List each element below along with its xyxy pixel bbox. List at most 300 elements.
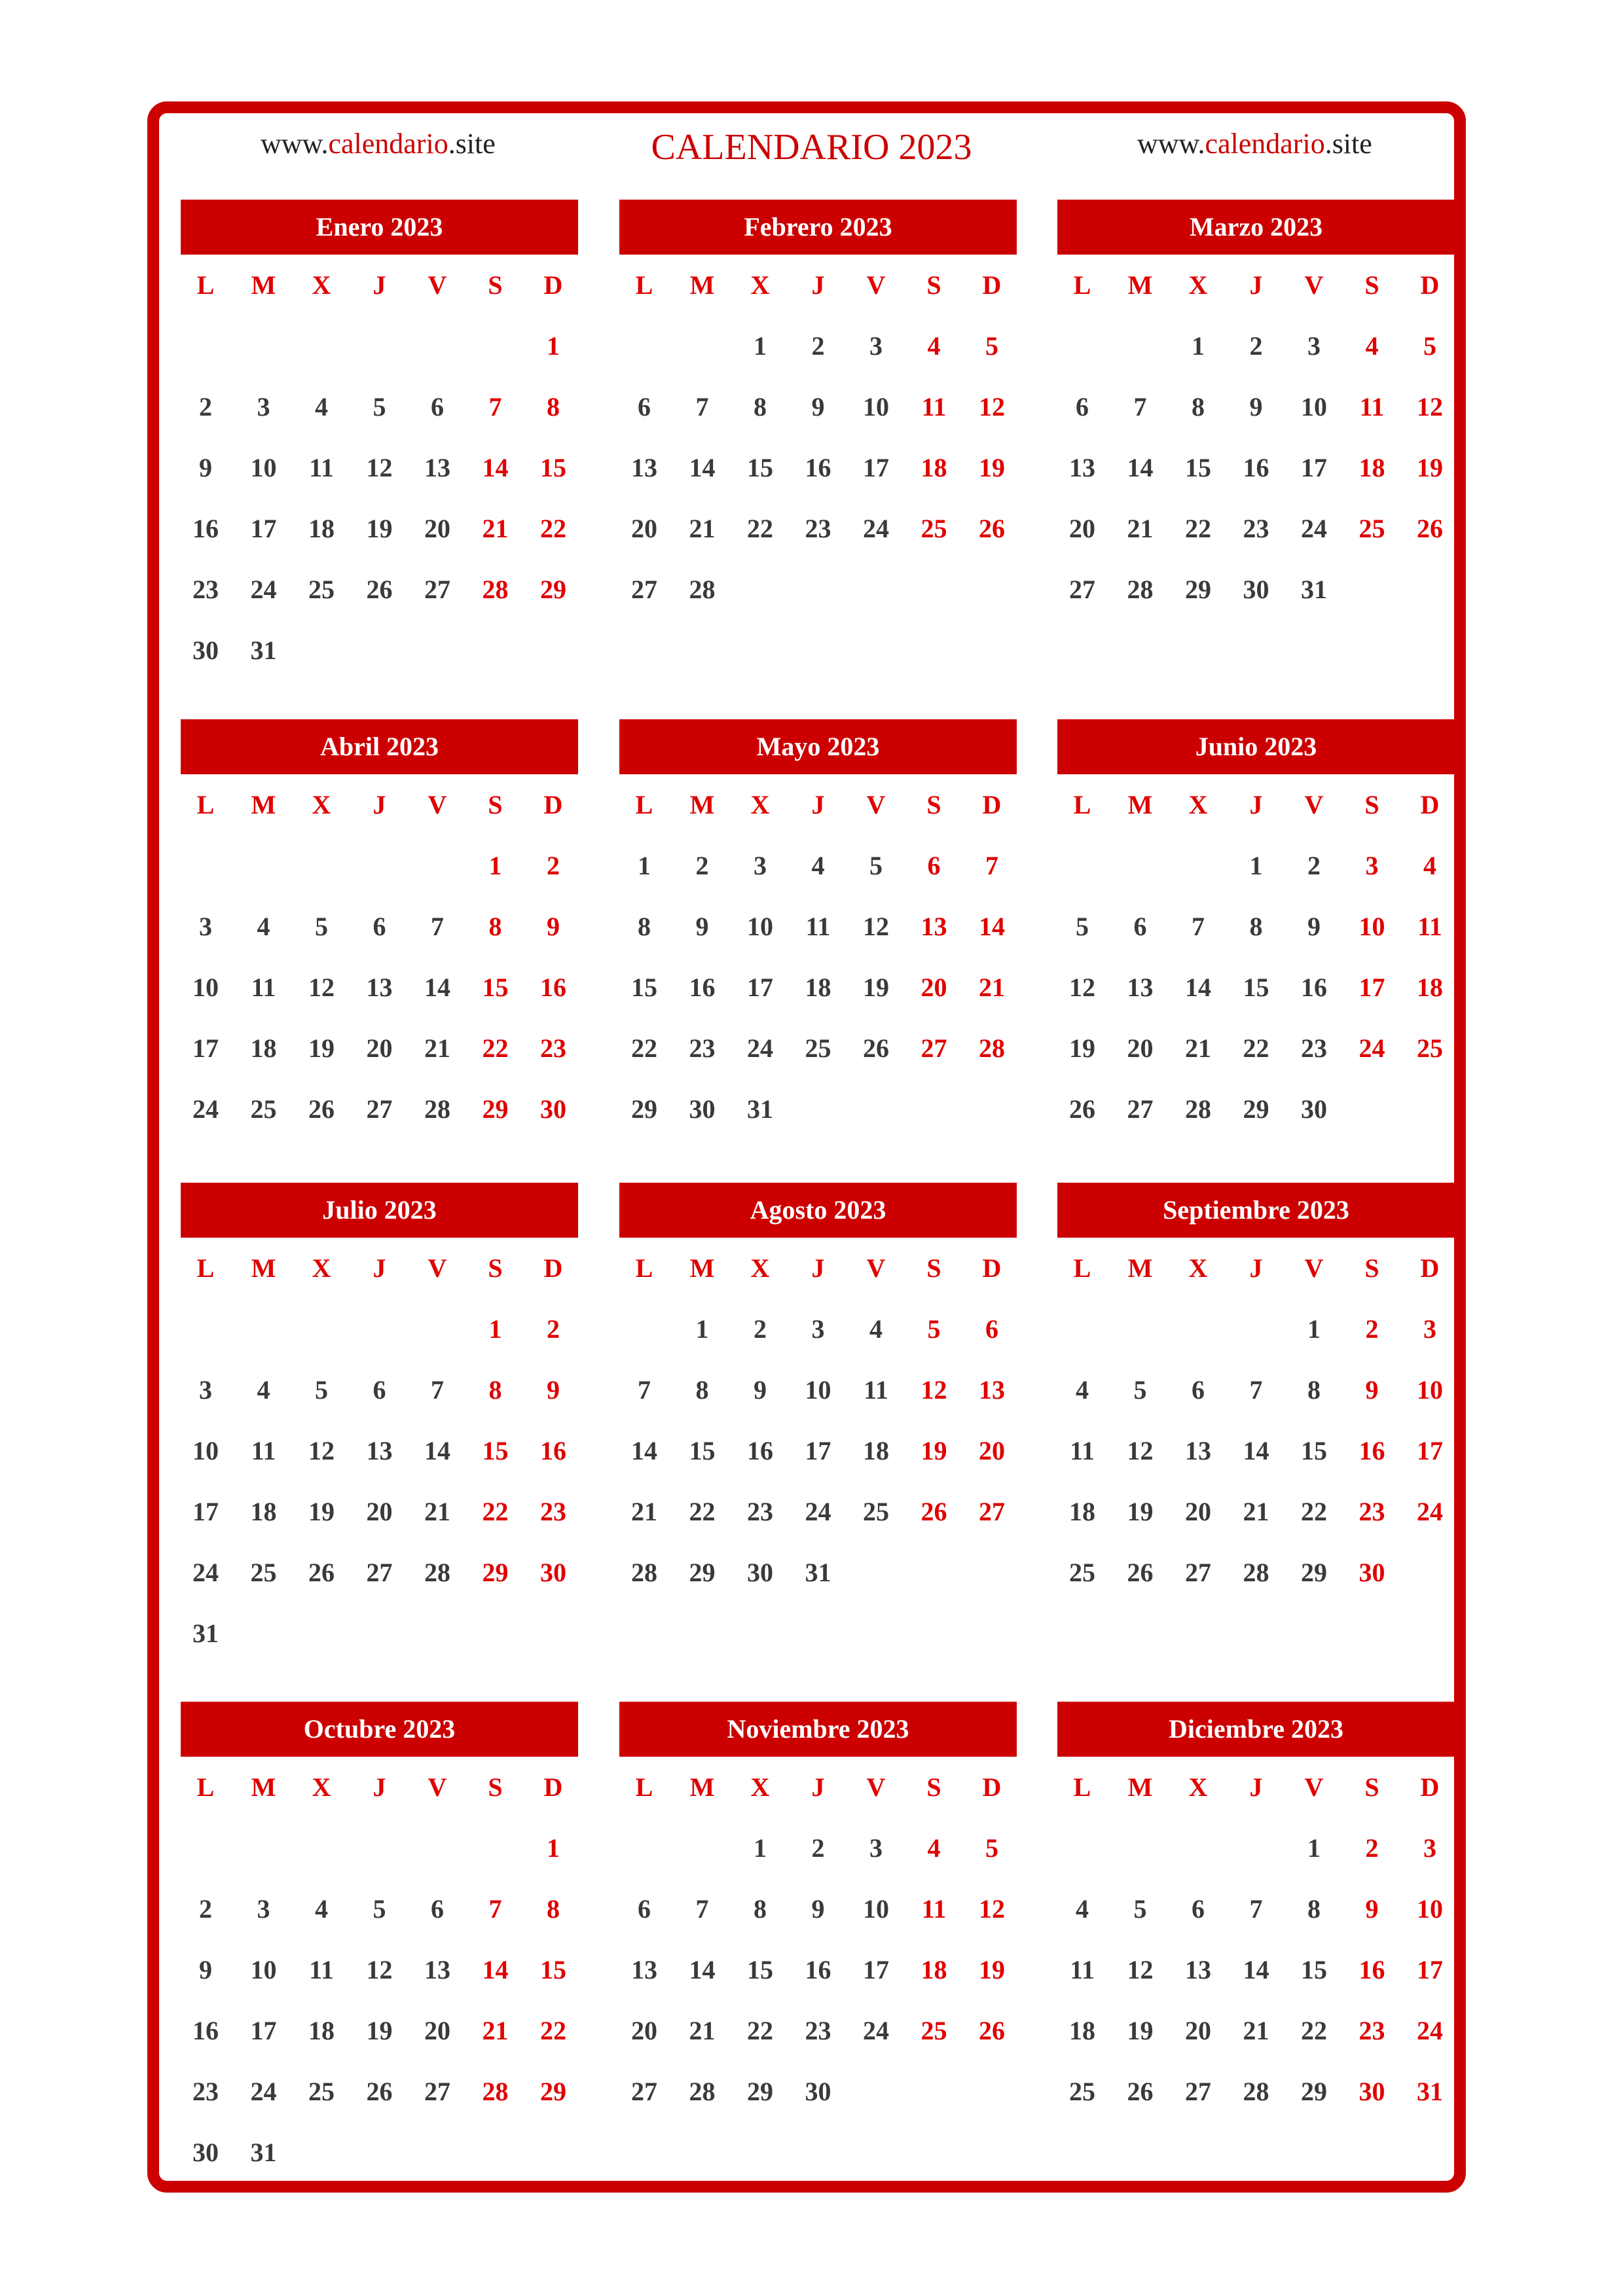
day-cell[interactable]: 21 xyxy=(979,973,1005,1002)
day-cell[interactable]: 29 xyxy=(482,1558,509,1587)
day-cell[interactable]: 27 xyxy=(1185,2077,1211,2106)
day-cell[interactable]: 27 xyxy=(979,1497,1005,1526)
day-cell[interactable]: 19 xyxy=(366,514,393,543)
day-cell[interactable]: 26 xyxy=(1127,2077,1154,2106)
day-cell[interactable]: 8 xyxy=(1307,1894,1321,1924)
day-cell[interactable]: 26 xyxy=(1069,1094,1095,1124)
day-cell[interactable]: 22 xyxy=(482,1497,509,1526)
day-cell[interactable]: 3 xyxy=(869,331,883,361)
day-cell[interactable]: 18 xyxy=(805,973,831,1002)
day-cell[interactable]: 13 xyxy=(1185,1436,1211,1465)
day-cell[interactable]: 4 xyxy=(927,331,941,361)
day-cell[interactable]: 29 xyxy=(482,1094,509,1124)
day-cell[interactable]: 9 xyxy=(547,1375,560,1405)
day-cell[interactable]: 10 xyxy=(863,1894,889,1924)
day-cell[interactable]: 30 xyxy=(1359,1558,1385,1587)
day-cell[interactable]: 8 xyxy=(547,392,560,422)
day-cell[interactable]: 2 xyxy=(547,851,560,880)
day-cell[interactable]: 1 xyxy=(638,851,651,880)
day-cell[interactable]: 10 xyxy=(192,973,219,1002)
day-cell[interactable]: 24 xyxy=(805,1497,831,1526)
day-cell[interactable]: 2 xyxy=(199,392,212,422)
day-cell[interactable]: 12 xyxy=(308,1436,335,1465)
day-cell[interactable]: 4 xyxy=(1423,851,1436,880)
day-cell[interactable]: 6 xyxy=(1192,1894,1205,1924)
day-cell[interactable]: 27 xyxy=(1127,1094,1154,1124)
day-cell[interactable]: 24 xyxy=(863,514,889,543)
day-cell[interactable]: 23 xyxy=(805,2016,831,2045)
day-cell[interactable]: 6 xyxy=(373,1375,386,1405)
day-cell[interactable]: 21 xyxy=(424,1033,450,1063)
day-cell[interactable]: 25 xyxy=(863,1497,889,1526)
day-cell[interactable]: 24 xyxy=(1417,2016,1443,2045)
day-cell[interactable]: 15 xyxy=(540,1955,566,1984)
day-cell[interactable]: 19 xyxy=(308,1033,335,1063)
day-cell[interactable]: 12 xyxy=(921,1375,947,1405)
day-cell[interactable]: 14 xyxy=(482,1955,509,1984)
day-cell[interactable]: 13 xyxy=(979,1375,1005,1405)
day-cell[interactable]: 4 xyxy=(869,1314,883,1344)
day-cell[interactable]: 27 xyxy=(366,1094,393,1124)
day-cell[interactable]: 7 xyxy=(638,1375,651,1405)
day-cell[interactable]: 4 xyxy=(257,1375,270,1405)
day-cell[interactable]: 7 xyxy=(1249,1894,1263,1924)
day-cell[interactable]: 4 xyxy=(927,1833,941,1863)
day-cell[interactable]: 10 xyxy=(747,912,773,941)
day-cell[interactable]: 5 xyxy=(315,1375,328,1405)
day-cell[interactable]: 13 xyxy=(1127,973,1154,1002)
day-cell[interactable]: 12 xyxy=(366,1955,393,1984)
day-cell[interactable]: 24 xyxy=(863,2016,889,2045)
day-cell[interactable]: 28 xyxy=(1127,575,1154,604)
day-cell[interactable]: 10 xyxy=(250,1955,277,1984)
day-cell[interactable]: 16 xyxy=(805,1955,831,1984)
day-cell[interactable]: 27 xyxy=(424,2077,450,2106)
day-cell[interactable]: 15 xyxy=(1185,453,1211,482)
day-cell[interactable]: 21 xyxy=(1243,1497,1269,1526)
day-cell[interactable]: 22 xyxy=(631,1033,657,1063)
day-cell[interactable]: 7 xyxy=(488,392,502,422)
day-cell[interactable]: 5 xyxy=(373,1894,386,1924)
day-cell[interactable]: 15 xyxy=(689,1436,716,1465)
day-cell[interactable]: 11 xyxy=(1359,392,1385,422)
day-cell[interactable]: 26 xyxy=(308,1094,335,1124)
day-cell[interactable]: 1 xyxy=(754,1833,767,1863)
day-cell[interactable]: 5 xyxy=(315,912,328,941)
day-cell[interactable]: 7 xyxy=(1249,1375,1263,1405)
day-cell[interactable]: 19 xyxy=(1417,453,1443,482)
day-cell[interactable]: 30 xyxy=(689,1094,716,1124)
day-cell[interactable]: 23 xyxy=(1359,2016,1385,2045)
day-cell[interactable]: 16 xyxy=(805,453,831,482)
day-cell[interactable]: 2 xyxy=(811,1833,825,1863)
day-cell[interactable]: 20 xyxy=(1185,2016,1211,2045)
day-cell[interactable]: 6 xyxy=(1192,1375,1205,1405)
day-cell[interactable]: 2 xyxy=(547,1314,560,1344)
day-cell[interactable]: 16 xyxy=(192,2016,219,2045)
day-cell[interactable]: 15 xyxy=(482,973,509,1002)
day-cell[interactable]: 22 xyxy=(540,514,566,543)
day-cell[interactable]: 23 xyxy=(192,575,219,604)
day-cell[interactable]: 17 xyxy=(863,453,889,482)
day-cell[interactable]: 15 xyxy=(1301,1436,1327,1465)
day-cell[interactable]: 19 xyxy=(979,453,1005,482)
day-cell[interactable]: 6 xyxy=(1076,392,1089,422)
day-cell[interactable]: 3 xyxy=(1423,1833,1436,1863)
day-cell[interactable]: 11 xyxy=(864,1375,888,1405)
day-cell[interactable]: 1 xyxy=(547,331,560,361)
day-cell[interactable]: 9 xyxy=(1307,912,1321,941)
day-cell[interactable]: 1 xyxy=(1249,851,1263,880)
day-cell[interactable]: 11 xyxy=(251,973,276,1002)
day-cell[interactable]: 28 xyxy=(424,1558,450,1587)
day-cell[interactable]: 30 xyxy=(1359,2077,1385,2106)
day-cell[interactable]: 5 xyxy=(1076,912,1089,941)
day-cell[interactable]: 3 xyxy=(754,851,767,880)
day-cell[interactable]: 29 xyxy=(1185,575,1211,604)
day-cell[interactable]: 17 xyxy=(1301,453,1327,482)
day-cell[interactable]: 22 xyxy=(689,1497,716,1526)
day-cell[interactable]: 26 xyxy=(1417,514,1443,543)
day-cell[interactable]: 18 xyxy=(250,1497,277,1526)
day-cell[interactable]: 21 xyxy=(1185,1033,1211,1063)
day-cell[interactable]: 23 xyxy=(540,1033,566,1063)
day-cell[interactable]: 24 xyxy=(250,2077,277,2106)
day-cell[interactable]: 19 xyxy=(979,1955,1005,1984)
day-cell[interactable]: 30 xyxy=(540,1558,566,1587)
day-cell[interactable]: 11 xyxy=(309,453,334,482)
day-cell[interactable]: 20 xyxy=(424,2016,450,2045)
day-cell[interactable]: 13 xyxy=(631,1955,657,1984)
day-cell[interactable]: 16 xyxy=(1359,1955,1385,1984)
day-cell[interactable]: 29 xyxy=(747,2077,773,2106)
day-cell[interactable]: 28 xyxy=(1243,1558,1269,1587)
day-cell[interactable]: 22 xyxy=(1301,2016,1327,2045)
day-cell[interactable]: 29 xyxy=(631,1094,657,1124)
day-cell[interactable]: 21 xyxy=(631,1497,657,1526)
day-cell[interactable]: 22 xyxy=(1185,514,1211,543)
day-cell[interactable]: 9 xyxy=(811,1894,825,1924)
day-cell[interactable]: 26 xyxy=(921,1497,947,1526)
day-cell[interactable]: 26 xyxy=(863,1033,889,1063)
day-cell[interactable]: 28 xyxy=(689,575,716,604)
day-cell[interactable]: 7 xyxy=(695,1894,709,1924)
day-cell[interactable]: 3 xyxy=(869,1833,883,1863)
day-cell[interactable]: 4 xyxy=(315,1894,328,1924)
day-cell[interactable]: 19 xyxy=(1069,1033,1095,1063)
day-cell[interactable]: 15 xyxy=(540,453,566,482)
day-cell[interactable]: 12 xyxy=(308,973,335,1002)
day-cell[interactable]: 16 xyxy=(540,973,566,1002)
day-cell[interactable]: 22 xyxy=(747,2016,773,2045)
day-cell[interactable]: 13 xyxy=(366,1436,393,1465)
day-cell[interactable]: 14 xyxy=(979,912,1005,941)
day-cell[interactable]: 19 xyxy=(308,1497,335,1526)
day-cell[interactable]: 8 xyxy=(754,1894,767,1924)
day-cell[interactable]: 9 xyxy=(1365,1894,1379,1924)
day-cell[interactable]: 25 xyxy=(250,1094,277,1124)
day-cell[interactable]: 14 xyxy=(1127,453,1154,482)
day-cell[interactable]: 1 xyxy=(488,1314,502,1344)
day-cell[interactable]: 16 xyxy=(1359,1436,1385,1465)
day-cell[interactable]: 25 xyxy=(805,1033,831,1063)
day-cell[interactable]: 11 xyxy=(921,1894,947,1924)
day-cell[interactable]: 2 xyxy=(1365,1314,1379,1344)
day-cell[interactable]: 8 xyxy=(1307,1375,1321,1405)
day-cell[interactable]: 12 xyxy=(1417,392,1443,422)
day-cell[interactable]: 2 xyxy=(1249,331,1263,361)
day-cell[interactable]: 16 xyxy=(689,973,716,1002)
day-cell[interactable]: 13 xyxy=(1069,453,1095,482)
day-cell[interactable]: 6 xyxy=(985,1314,998,1344)
day-cell[interactable]: 10 xyxy=(1417,1375,1443,1405)
day-cell[interactable]: 21 xyxy=(1243,2016,1269,2045)
day-cell[interactable]: 26 xyxy=(366,575,393,604)
day-cell[interactable]: 7 xyxy=(431,1375,444,1405)
day-cell[interactable]: 11 xyxy=(921,392,947,422)
day-cell[interactable]: 19 xyxy=(1127,2016,1154,2045)
day-cell[interactable]: 20 xyxy=(921,973,947,1002)
day-cell[interactable]: 14 xyxy=(1243,1955,1269,1984)
day-cell[interactable]: 18 xyxy=(1069,1497,1095,1526)
day-cell[interactable]: 7 xyxy=(1192,912,1205,941)
day-cell[interactable]: 17 xyxy=(250,2016,277,2045)
day-cell[interactable]: 24 xyxy=(747,1033,773,1063)
day-cell[interactable]: 25 xyxy=(1359,514,1385,543)
day-cell[interactable]: 6 xyxy=(373,912,386,941)
day-cell[interactable]: 11 xyxy=(1417,912,1442,941)
day-cell[interactable]: 2 xyxy=(199,1894,212,1924)
day-cell[interactable]: 22 xyxy=(747,514,773,543)
day-cell[interactable]: 10 xyxy=(250,453,277,482)
day-cell[interactable]: 3 xyxy=(811,1314,825,1344)
day-cell[interactable]: 5 xyxy=(373,392,386,422)
day-cell[interactable]: 29 xyxy=(540,575,566,604)
day-cell[interactable]: 24 xyxy=(192,1094,219,1124)
day-cell[interactable]: 28 xyxy=(631,1558,657,1587)
day-cell[interactable]: 18 xyxy=(308,2016,335,2045)
day-cell[interactable]: 27 xyxy=(631,2077,657,2106)
day-cell[interactable]: 2 xyxy=(754,1314,767,1344)
day-cell[interactable]: 28 xyxy=(424,1094,450,1124)
day-cell[interactable]: 8 xyxy=(754,392,767,422)
day-cell[interactable]: 25 xyxy=(1417,1033,1443,1063)
day-cell[interactable]: 8 xyxy=(1192,392,1205,422)
day-cell[interactable]: 10 xyxy=(1359,912,1385,941)
day-cell[interactable]: 3 xyxy=(1307,331,1321,361)
day-cell[interactable]: 21 xyxy=(424,1497,450,1526)
day-cell[interactable]: 26 xyxy=(979,514,1005,543)
day-cell[interactable]: 23 xyxy=(1243,514,1269,543)
day-cell[interactable]: 4 xyxy=(1365,331,1379,361)
day-cell[interactable]: 14 xyxy=(689,1955,716,1984)
day-cell[interactable]: 15 xyxy=(1301,1955,1327,1984)
day-cell[interactable]: 17 xyxy=(250,514,277,543)
day-cell[interactable]: 17 xyxy=(1417,1955,1443,1984)
day-cell[interactable]: 23 xyxy=(1301,1033,1327,1063)
day-cell[interactable]: 12 xyxy=(979,392,1005,422)
day-cell[interactable]: 17 xyxy=(192,1033,219,1063)
day-cell[interactable]: 25 xyxy=(308,575,335,604)
day-cell[interactable]: 2 xyxy=(811,331,825,361)
day-cell[interactable]: 1 xyxy=(1192,331,1205,361)
day-cell[interactable]: 21 xyxy=(482,514,509,543)
day-cell[interactable]: 20 xyxy=(366,1033,393,1063)
day-cell[interactable]: 20 xyxy=(979,1436,1005,1465)
day-cell[interactable]: 17 xyxy=(1417,1436,1443,1465)
day-cell[interactable]: 25 xyxy=(921,514,947,543)
day-cell[interactable]: 1 xyxy=(1307,1833,1321,1863)
day-cell[interactable]: 18 xyxy=(863,1436,889,1465)
day-cell[interactable]: 28 xyxy=(689,2077,716,2106)
day-cell[interactable]: 18 xyxy=(250,1033,277,1063)
day-cell[interactable]: 5 xyxy=(927,1314,941,1344)
day-cell[interactable]: 15 xyxy=(747,1955,773,1984)
day-cell[interactable]: 14 xyxy=(631,1436,657,1465)
day-cell[interactable]: 27 xyxy=(921,1033,947,1063)
day-cell[interactable]: 13 xyxy=(1185,1955,1211,1984)
day-cell[interactable]: 17 xyxy=(747,973,773,1002)
day-cell[interactable]: 17 xyxy=(805,1436,831,1465)
day-cell[interactable]: 1 xyxy=(488,851,502,880)
day-cell[interactable]: 7 xyxy=(488,1894,502,1924)
day-cell[interactable]: 19 xyxy=(1127,1497,1154,1526)
day-cell[interactable]: 1 xyxy=(1307,1314,1321,1344)
day-cell[interactable]: 27 xyxy=(424,575,450,604)
day-cell[interactable]: 31 xyxy=(1417,2077,1443,2106)
day-cell[interactable]: 11 xyxy=(1070,1436,1095,1465)
day-cell[interactable]: 9 xyxy=(695,912,709,941)
day-cell[interactable]: 25 xyxy=(1069,2077,1095,2106)
day-cell[interactable]: 28 xyxy=(482,2077,509,2106)
day-cell[interactable]: 7 xyxy=(431,912,444,941)
day-cell[interactable]: 9 xyxy=(547,912,560,941)
day-cell[interactable]: 12 xyxy=(1127,1436,1154,1465)
day-cell[interactable]: 29 xyxy=(689,1558,716,1587)
day-cell[interactable]: 31 xyxy=(250,636,277,665)
day-cell[interactable]: 8 xyxy=(488,912,502,941)
day-cell[interactable]: 20 xyxy=(631,2016,657,2045)
day-cell[interactable]: 11 xyxy=(309,1955,334,1984)
day-cell[interactable]: 9 xyxy=(811,392,825,422)
day-cell[interactable]: 12 xyxy=(1069,973,1095,1002)
day-cell[interactable]: 14 xyxy=(424,1436,450,1465)
day-cell[interactable]: 31 xyxy=(805,1558,831,1587)
day-cell[interactable]: 9 xyxy=(199,453,212,482)
day-cell[interactable]: 26 xyxy=(308,1558,335,1587)
day-cell[interactable]: 16 xyxy=(192,514,219,543)
day-cell[interactable]: 16 xyxy=(1243,453,1269,482)
day-cell[interactable]: 24 xyxy=(1359,1033,1385,1063)
day-cell[interactable]: 25 xyxy=(1069,1558,1095,1587)
day-cell[interactable]: 22 xyxy=(540,2016,566,2045)
day-cell[interactable]: 12 xyxy=(366,453,393,482)
day-cell[interactable]: 28 xyxy=(979,1033,1005,1063)
day-cell[interactable]: 12 xyxy=(1127,1955,1154,1984)
day-cell[interactable]: 1 xyxy=(547,1833,560,1863)
day-cell[interactable]: 14 xyxy=(424,973,450,1002)
day-cell[interactable]: 8 xyxy=(695,1375,709,1405)
day-cell[interactable]: 18 xyxy=(308,514,335,543)
day-cell[interactable]: 6 xyxy=(431,1894,444,1924)
day-cell[interactable]: 18 xyxy=(1417,973,1443,1002)
day-cell[interactable]: 18 xyxy=(1359,453,1385,482)
day-cell[interactable]: 29 xyxy=(540,2077,566,2106)
day-cell[interactable]: 19 xyxy=(366,2016,393,2045)
day-cell[interactable]: 24 xyxy=(192,1558,219,1587)
day-cell[interactable]: 20 xyxy=(1127,1033,1154,1063)
day-cell[interactable]: 18 xyxy=(1069,2016,1095,2045)
day-cell[interactable]: 15 xyxy=(631,973,657,1002)
day-cell[interactable]: 28 xyxy=(1185,1094,1211,1124)
day-cell[interactable]: 15 xyxy=(747,453,773,482)
day-cell[interactable]: 19 xyxy=(863,973,889,1002)
day-cell[interactable]: 21 xyxy=(482,2016,509,2045)
day-cell[interactable]: 19 xyxy=(921,1436,947,1465)
day-cell[interactable]: 30 xyxy=(540,1094,566,1124)
day-cell[interactable]: 13 xyxy=(366,973,393,1002)
day-cell[interactable]: 20 xyxy=(1185,1497,1211,1526)
day-cell[interactable]: 9 xyxy=(199,1955,212,1984)
day-cell[interactable]: 13 xyxy=(424,453,450,482)
day-cell[interactable]: 27 xyxy=(1069,575,1095,604)
day-cell[interactable]: 31 xyxy=(747,1094,773,1124)
day-cell[interactable]: 17 xyxy=(1359,973,1385,1002)
day-cell[interactable]: 10 xyxy=(192,1436,219,1465)
day-cell[interactable]: 20 xyxy=(631,514,657,543)
day-cell[interactable]: 14 xyxy=(1243,1436,1269,1465)
day-cell[interactable]: 30 xyxy=(1301,1094,1327,1124)
day-cell[interactable]: 1 xyxy=(754,331,767,361)
day-cell[interactable]: 4 xyxy=(1076,1375,1089,1405)
day-cell[interactable]: 8 xyxy=(638,912,651,941)
day-cell[interactable]: 20 xyxy=(424,514,450,543)
day-cell[interactable]: 24 xyxy=(1301,514,1327,543)
day-cell[interactable]: 14 xyxy=(482,453,509,482)
day-cell[interactable]: 22 xyxy=(1301,1497,1327,1526)
day-cell[interactable]: 14 xyxy=(689,453,716,482)
day-cell[interactable]: 6 xyxy=(1133,912,1147,941)
day-cell[interactable]: 30 xyxy=(1243,575,1269,604)
day-cell[interactable]: 28 xyxy=(1243,2077,1269,2106)
day-cell[interactable]: 30 xyxy=(805,2077,831,2106)
day-cell[interactable]: 27 xyxy=(631,575,657,604)
day-cell[interactable]: 22 xyxy=(482,1033,509,1063)
day-cell[interactable]: 10 xyxy=(1417,1894,1443,1924)
day-cell[interactable]: 14 xyxy=(1185,973,1211,1002)
day-cell[interactable]: 16 xyxy=(540,1436,566,1465)
day-cell[interactable]: 15 xyxy=(1243,973,1269,1002)
day-cell[interactable]: 15 xyxy=(482,1436,509,1465)
day-cell[interactable]: 4 xyxy=(257,912,270,941)
day-cell[interactable]: 26 xyxy=(1127,1558,1154,1587)
day-cell[interactable]: 23 xyxy=(689,1033,716,1063)
day-cell[interactable]: 29 xyxy=(1301,1558,1327,1587)
day-cell[interactable]: 24 xyxy=(1417,1497,1443,1526)
day-cell[interactable]: 27 xyxy=(366,1558,393,1587)
day-cell[interactable]: 18 xyxy=(921,1955,947,1984)
day-cell[interactable]: 9 xyxy=(754,1375,767,1405)
day-cell[interactable]: 23 xyxy=(540,1497,566,1526)
day-cell[interactable]: 1 xyxy=(695,1314,709,1344)
day-cell[interactable]: 5 xyxy=(985,1833,998,1863)
day-cell[interactable]: 6 xyxy=(927,851,941,880)
day-cell[interactable]: 18 xyxy=(921,453,947,482)
day-cell[interactable]: 3 xyxy=(257,1894,270,1924)
day-cell[interactable]: 5 xyxy=(1423,331,1436,361)
day-cell[interactable]: 8 xyxy=(488,1375,502,1405)
day-cell[interactable]: 27 xyxy=(1185,1558,1211,1587)
